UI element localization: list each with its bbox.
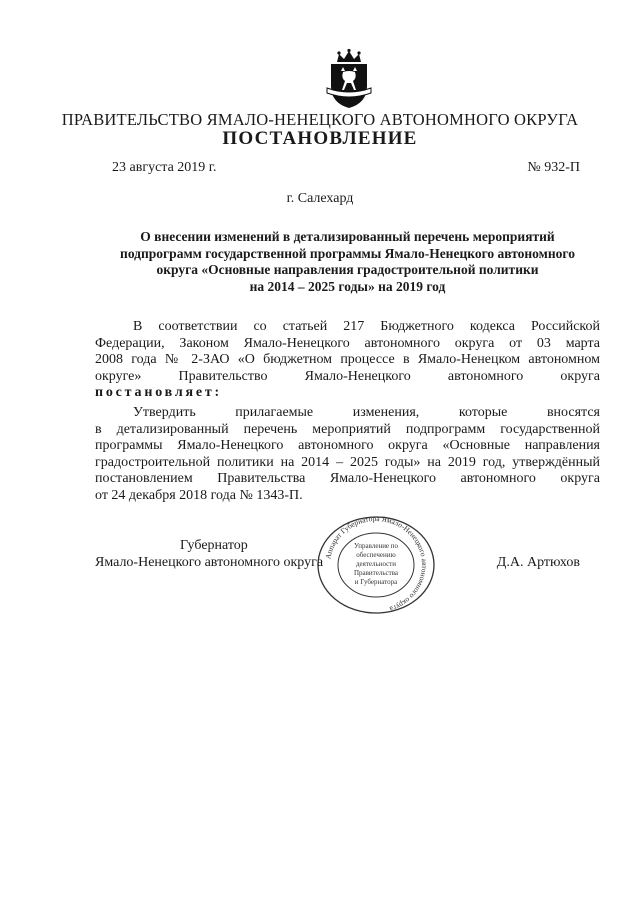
preamble-paragraph bbox=[95, 319, 600, 402]
paragraph-line: от 24 декабря 2018 года № 1343-П. bbox=[95, 487, 303, 503]
title-line: на 2014 – 2025 годы» на 2019 год bbox=[249, 278, 446, 294]
paragraph-line: В соответствии со статьей 217 Бюджетного кодекса Российской bbox=[133, 319, 600, 334]
paragraph-line: программы Ямало-Ненецкого автономного округа «Основные направления bbox=[95, 438, 600, 453]
title-line: округа «Основные направления градостроительной политики bbox=[156, 262, 539, 277]
paragraph-line: Утвердить прилагаемые изменения, которые вносятся bbox=[133, 405, 600, 420]
government-name: ПРАВИТЕЛЬСТВО ЯМАЛО-НЕНЕЦКОГО АВТОНОМНОГО ОКРУГА bbox=[61, 110, 579, 129]
document-number: № 932-П bbox=[527, 160, 580, 175]
stamp-inner-line: и Губернатора bbox=[354, 578, 398, 586]
signatory-organization: Ямало-Ненецкого автономного округа bbox=[95, 555, 324, 570]
document-date: 23 августа 2019 г. bbox=[112, 160, 217, 175]
stamp-ring-text: Аппарат Губернатора Ямало-Ненецкого автономного округа bbox=[323, 515, 430, 614]
resolves-word: постановляет: bbox=[95, 385, 223, 400]
stamp-inner-line: Управление по bbox=[353, 542, 399, 550]
coat-of-arms-icon bbox=[323, 48, 375, 110]
paragraph-line: градостроительной политики на 2014 – 2025 годы» на 2019 год, утверждённый bbox=[95, 454, 600, 470]
paragraph-line: в детализированный перечень мероприятий подпрограмм государственной bbox=[95, 421, 600, 437]
title-line: подпрограмм государственной программы Ямало-Ненецкого автономного bbox=[120, 245, 575, 261]
paragraph-line: округе» Правительство Ямало-Ненецкого автономного округа bbox=[95, 368, 600, 384]
city: г. Салехард bbox=[286, 191, 354, 206]
stamp-inner-line: Правительства bbox=[353, 569, 399, 577]
title-line: О внесении изменений в детализированный перечень мероприятий bbox=[140, 229, 555, 244]
paragraph-line: Федерации, Законом Ямало-Ненецкого автономного округа от 03 марта bbox=[95, 335, 600, 351]
document-type: ПОСТАНОВЛЕНИЕ bbox=[222, 128, 418, 149]
signatory-name: Д.А. Артюхов bbox=[496, 555, 580, 570]
document-title bbox=[100, 229, 595, 295]
paragraph-line: постановлением Правительства Ямало-Ненецкого автономного округа bbox=[95, 471, 600, 486]
signatory-title: Губернатор bbox=[180, 538, 248, 553]
stamp-inner-line: деятельности bbox=[355, 560, 397, 568]
stamp-inner-line: обеспечению bbox=[356, 551, 396, 559]
official-stamp bbox=[312, 515, 440, 615]
paragraph-line: 2008 года № 2-ЗАО «О бюджетном процессе в Ямало-Ненецком автономном bbox=[95, 352, 600, 367]
resolution-paragraph bbox=[95, 405, 600, 504]
